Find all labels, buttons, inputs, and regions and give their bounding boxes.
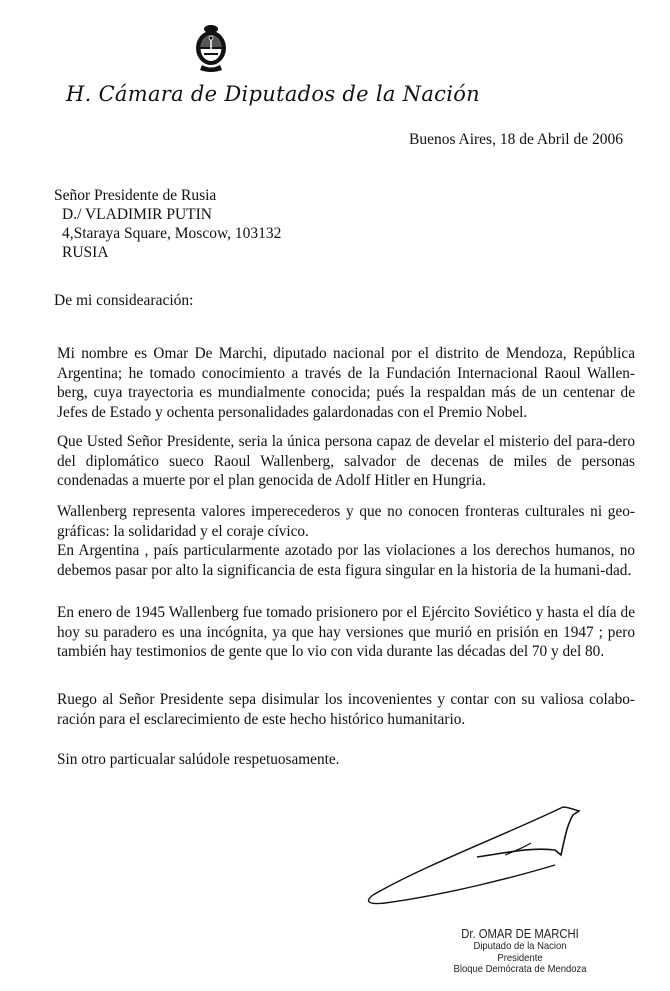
paragraph-values: Wallenberg representa valores imperecederos y que no conocen fronteras culturales ni geo-gráficas: la solidaridad y el coraje cívico. En Argentina , país particularmente azotado por las violaciones a los derechos humanos, no debemos pasar por alto la significancia de esta figura singular en la historia de la humani-dad. [57, 503, 635, 579]
paragraph-history: En enero de 1945 Wallenberg fue tomado prisionero por el Ejército Soviético y hasta el día de hoy su paradero es una incógnita, ya que hay versiones que murió en prisión en 1947 ; pero también hay testimonios de gente que lo vio con vida durante las décadas del 70 y del 80. [57, 604, 635, 660]
recipient-name: D./ VLADIMIR PUTIN [62, 206, 212, 223]
recipient-address: 4,Staraya Square, Moscow, 103132 [62, 225, 282, 242]
recipient-country: RUSIA [62, 244, 109, 261]
signatory-position: Diputado de la Nacion [473, 940, 567, 952]
recipient-title: Señor Presidente de Rusia [54, 187, 217, 204]
paragraph-introduction: Mi nombre es Omar De Marchi, diputado nacional por el distrito de Mendoza, República Argentina; he tomado conocimiento a través de la Fundación Internacional Raoul Wallen-berg, cuya trayectoria es mundialmente conocida; pués la respaldan más de un centenar de Jefes de Estado y ochenta personalidades galardonadas con el Premio Nobel. [57, 345, 635, 421]
handwritten-signature-icon [355, 795, 625, 915]
paragraph-closing: Sin otro particualar salúdole respetuosamente. [57, 751, 340, 768]
signature-stamp [448, 928, 592, 976]
signatory-role: Presidente [497, 951, 543, 964]
paragraph-request: Que Usted Señor Presidente, seria la única persona capaz de develar el misterio del para-dero del diplomático sueco Raoul Wallenberg, salvador de decenas de miles de personas condenadas a muerte por el plan genocida de Adolf Hitler en Hungria. [57, 433, 635, 489]
signatory-party: Bloque Demócrata de Mendoza [453, 963, 587, 975]
coat-of-arms-icon [192, 20, 230, 76]
recipient-block [54, 186, 281, 262]
institution-letterhead: H. Cámara de Diputados de la Nación [66, 82, 480, 106]
signatory-name: Dr. OMAR DE MARCHI [461, 927, 579, 941]
salutation: De mi considearación: [54, 292, 194, 309]
dateline: Buenos Aires, 18 de Abril de 2006 [409, 131, 623, 148]
paragraph-plea: Ruego al Señor Presidente sepa disimular los incovenientes y contar con su valiosa colabo-ración para el esclarecimiento de este hecho histórico humanitario. [57, 691, 635, 728]
